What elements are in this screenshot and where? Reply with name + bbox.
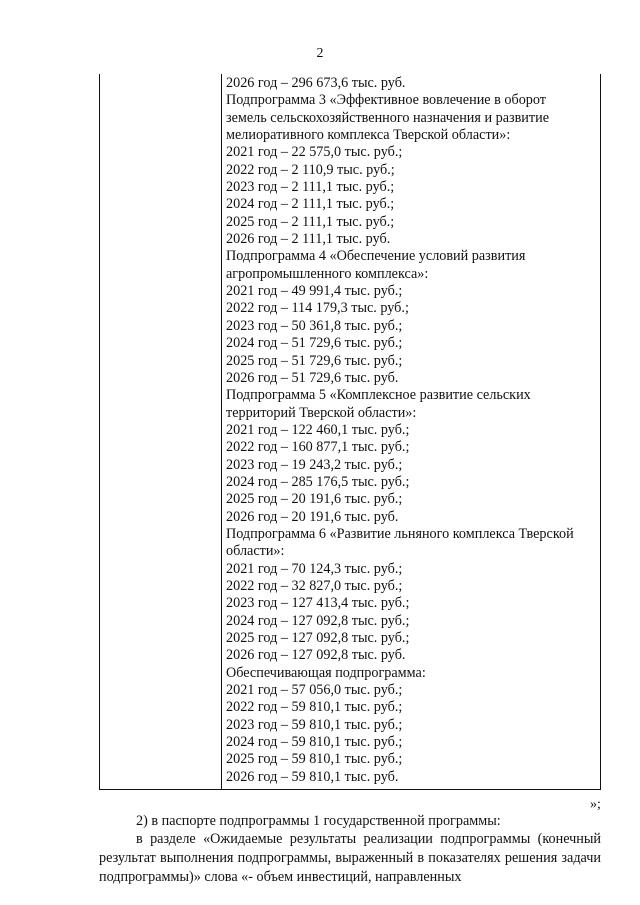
paragraph-section-expected-results: в разделе «Ожидаемые результаты реализации подпрограммы (конечный результат выполнения подпрограммы, выраженный в показателях решения задачи подпрограммы)» слова «- объем инвестиций, направленных — [99, 831, 601, 885]
cell-line: агропромышленного комплекса»: — [226, 265, 429, 282]
cell-line: 2023 год – 19 243,2 тыс. руб.; — [226, 456, 403, 473]
cell-line: Подпрограмма 3 «Эффективное вовлечение в оборот — [226, 92, 546, 109]
cell-line: 2026 год – 2 111,1 тыс. руб. — [226, 231, 391, 248]
cell-line: 2021 год – 70 124,3 тыс. руб.; — [226, 560, 403, 577]
cell-line: 2025 год – 127 092,8 тыс. руб.; — [226, 630, 410, 646]
cell-line: 2026 год – 51 729,6 тыс. руб. — [226, 369, 399, 386]
cell-line: Обеспечивающая подпрограмма: — [226, 664, 426, 681]
cell-line: 2023 год – 59 810,1 тыс. руб.; — [226, 716, 403, 733]
cell-line: 2026 год – 127 092,8 тыс. руб. — [226, 647, 406, 664]
cell-line: 2022 год – 59 810,1 тыс. руб.; — [226, 699, 403, 716]
cell-line: области»: — [226, 543, 285, 560]
cell-line: 2023 год – 50 361,8 тыс. руб.; — [226, 317, 403, 334]
cell-line: 2023 год – 2 111,1 тыс. руб.; — [226, 179, 395, 196]
closing-quote-mark: »; — [590, 797, 601, 812]
cell-line: 2022 год – 160 877,1 тыс. руб.; — [226, 439, 410, 456]
cell-line: земель сельскохозяйственного назначения и развитие — [226, 109, 549, 126]
cell-line: 2021 год – 122 460,1 тыс. руб.; — [226, 421, 410, 438]
cell-line: 2022 год – 2 110,9 тыс. руб.; — [226, 161, 395, 178]
cell-line: 2026 год – 296 673,6 тыс. руб. — [226, 75, 406, 91]
cell-line: Подпрограмма 4 «Обеспечение условий развития — [226, 248, 526, 265]
cell-line: 2026 год – 20 191,6 тыс. руб. — [226, 508, 399, 525]
cell-line: 2025 год – 51 729,6 тыс. руб.; — [226, 352, 403, 369]
cell-line: 2021 год – 57 056,0 тыс. руб.; — [226, 682, 403, 699]
cell-line: 2022 год – 32 827,0 тыс. руб.; — [226, 577, 403, 594]
cell-line: Подпрограмма 5 «Комплексное развитие сельских — [226, 387, 531, 404]
cell-line: 2025 год – 59 810,1 тыс. руб.; — [226, 751, 403, 768]
cell-line: 2024 год – 285 176,5 тыс. руб.; — [226, 473, 410, 490]
funding-cell — [226, 75, 598, 786]
cell-line: 2022 год – 114 179,3 тыс. руб.; — [226, 300, 409, 317]
cell-line: 2025 год – 20 191,6 тыс. руб.; — [226, 491, 403, 508]
column-divider — [221, 74, 222, 790]
cell-line: Подпрограмма 6 «Развитие льняного комплекса Тверской — [226, 525, 574, 542]
cell-line: 2026 год – 59 810,1 тыс. руб. — [226, 768, 399, 785]
cell-line: территорий Тверской области»: — [226, 404, 417, 421]
cell-line: 2024 год – 59 810,1 тыс. руб.; — [226, 734, 403, 751]
cell-line: мелиоративного комплекса Тверской области»: — [226, 127, 511, 144]
page-number: 2 — [316, 46, 324, 61]
cell-line: 2024 год – 2 111,1 тыс. руб.; — [226, 196, 395, 213]
cell-line: 2025 год – 2 111,1 тыс. руб.; — [226, 213, 395, 230]
cell-line: 2024 год – 51 729,6 тыс. руб.; — [226, 335, 403, 352]
cell-line: 2023 год – 127 413,4 тыс. руб.; — [226, 595, 410, 612]
cell-line: 2021 год – 49 991,4 тыс. руб.; — [226, 283, 403, 300]
cell-line: 2024 год – 127 092,8 тыс. руб.; — [226, 612, 410, 629]
paragraph-passport-amendment: 2) в паспорте подпрограммы 1 государственной программы: — [136, 813, 501, 829]
cell-line: 2021 год – 22 575,0 тыс. руб.; — [226, 144, 403, 161]
